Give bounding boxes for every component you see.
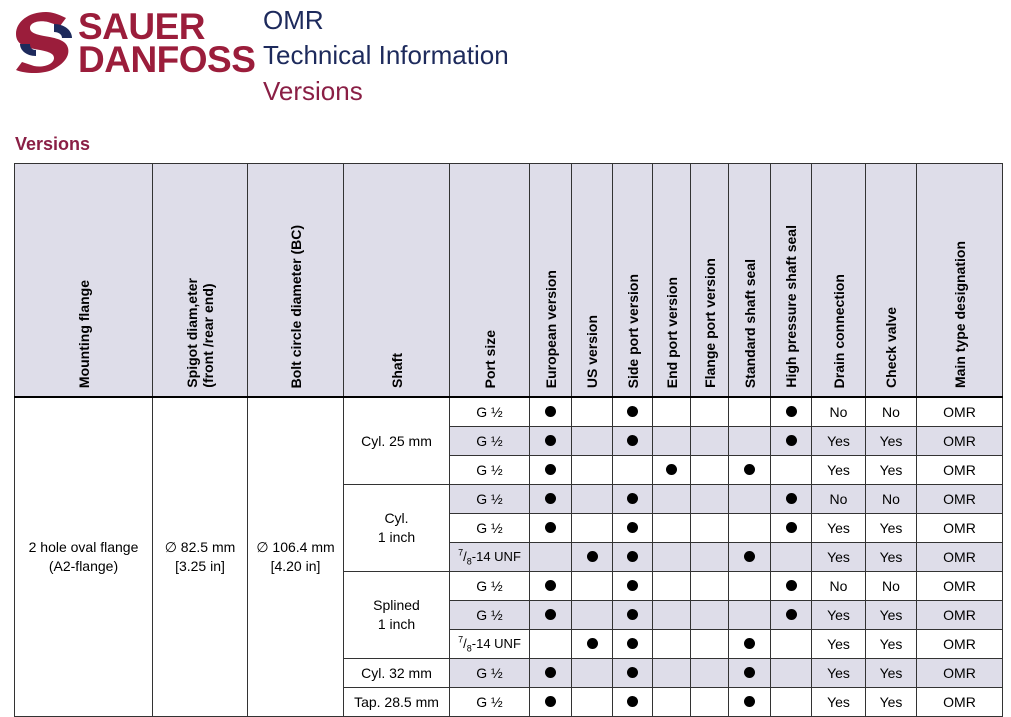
- check-valve-cell: Yes: [866, 659, 917, 688]
- bullet-icon: [744, 551, 755, 562]
- drain-cell: Yes: [812, 659, 866, 688]
- flange-port-cell: [691, 456, 729, 485]
- bullet-icon: [627, 580, 638, 591]
- bullet-icon: [627, 435, 638, 446]
- flange-port-cell: [691, 427, 729, 456]
- standard-seal-cell: [729, 601, 771, 630]
- standard-seal-cell: [729, 659, 771, 688]
- end-port-cell: [653, 485, 691, 514]
- col-header-label: European version: [542, 269, 559, 388]
- drain-cell: Yes: [812, 601, 866, 630]
- type-designation-cell: OMR: [917, 514, 1003, 543]
- type-designation-cell: OMR: [917, 688, 1003, 717]
- european-cell: [530, 397, 572, 427]
- drain-cell: Yes: [812, 514, 866, 543]
- type-designation-cell: OMR: [917, 659, 1003, 688]
- end-port-cell: [653, 572, 691, 601]
- check-valve-cell: Yes: [866, 456, 917, 485]
- bullet-icon: [786, 609, 797, 620]
- check-valve-cell: Yes: [866, 688, 917, 717]
- product-title: OMR: [263, 5, 324, 35]
- us-cell: [572, 601, 613, 630]
- bullet-icon: [545, 464, 556, 475]
- table-header-row: [15, 164, 1003, 398]
- col-header-shaft: [344, 164, 450, 398]
- high-pressure-seal-cell: [771, 630, 812, 659]
- check-valve-cell: Yes: [866, 514, 917, 543]
- port-size-cell: $^7/_8-14$ UNF: [450, 630, 530, 659]
- european-cell: [530, 572, 572, 601]
- type-designation-cell: OMR: [917, 456, 1003, 485]
- bullet-icon: [545, 493, 556, 504]
- check-valve-cell: No: [866, 485, 917, 514]
- standard-seal-cell: [729, 427, 771, 456]
- us-cell: [572, 659, 613, 688]
- port-size-cell: G ½: [450, 659, 530, 688]
- table-row: [15, 397, 1003, 427]
- col-header-label: Bolt circle diameter (BC): [287, 224, 304, 388]
- col-header-check-valve: [866, 164, 917, 398]
- col-header-flange-port-version: [691, 164, 729, 398]
- bullet-icon: [545, 609, 556, 620]
- bullet-icon: [545, 522, 556, 533]
- standard-seal-cell: [729, 688, 771, 717]
- standard-seal-cell: [729, 514, 771, 543]
- type-designation-cell: OMR: [917, 427, 1003, 456]
- bullet-icon: [545, 667, 556, 678]
- col-header-label: Main type designation: [951, 240, 968, 388]
- col-header-standard-shaft-seal: [729, 164, 771, 398]
- side-port-cell: [613, 427, 653, 456]
- type-designation-cell: OMR: [917, 630, 1003, 659]
- section-title: Versions: [15, 134, 91, 154]
- col-header-label: Spigot diam,eter (front /rear end): [184, 278, 216, 388]
- standard-seal-cell: [729, 397, 771, 427]
- col-header-port-size: [450, 164, 530, 398]
- col-header-european-version: [530, 164, 572, 398]
- drain-cell: Yes: [812, 427, 866, 456]
- bullet-icon: [786, 435, 797, 446]
- col-header-label: US version: [584, 314, 600, 388]
- versions-table: [14, 163, 1003, 717]
- standard-seal-cell: [729, 456, 771, 485]
- bullet-icon: [786, 522, 797, 533]
- end-port-cell: [653, 456, 691, 485]
- drain-cell: No: [812, 572, 866, 601]
- drain-cell: Yes: [812, 543, 866, 572]
- us-cell: [572, 572, 613, 601]
- side-port-cell: [613, 543, 653, 572]
- european-cell: [530, 688, 572, 717]
- flange-port-cell: [691, 485, 729, 514]
- standard-seal-cell: [729, 630, 771, 659]
- bullet-icon: [666, 464, 677, 475]
- bullet-icon: [545, 696, 556, 707]
- col-header-label: Port size: [481, 329, 498, 388]
- side-port-cell: [613, 659, 653, 688]
- col-header-drain-connection: [812, 164, 866, 398]
- port-size-cell: G ½: [450, 456, 530, 485]
- end-port-cell: [653, 397, 691, 427]
- side-port-cell: [613, 397, 653, 427]
- european-cell: [530, 456, 572, 485]
- end-port-cell: [653, 543, 691, 572]
- flange-port-cell: [691, 688, 729, 717]
- bullet-icon: [786, 406, 797, 417]
- side-port-cell: [613, 456, 653, 485]
- bullet-icon: [627, 667, 638, 678]
- standard-seal-cell: [729, 485, 771, 514]
- flange-port-cell: [691, 659, 729, 688]
- table-body: [15, 397, 1003, 717]
- type-designation-cell: OMR: [917, 397, 1003, 427]
- col-header-mounting-flange: [15, 164, 153, 398]
- mounting-flange-cell: 2 hole oval flange (A2-flange): [15, 397, 153, 717]
- bullet-icon: [744, 464, 755, 475]
- high-pressure-seal-cell: [771, 456, 812, 485]
- us-cell: [572, 543, 613, 572]
- bullet-icon: [545, 406, 556, 417]
- bullet-icon: [545, 435, 556, 446]
- col-header-bolt-circle-diameter: [248, 164, 344, 398]
- check-valve-cell: Yes: [866, 543, 917, 572]
- standard-seal-cell: [729, 572, 771, 601]
- high-pressure-seal-cell: [771, 659, 812, 688]
- port-size-cell: G ½: [450, 688, 530, 717]
- col-header-spigot-diameter: [153, 164, 248, 398]
- european-cell: [530, 427, 572, 456]
- high-pressure-seal-cell: [771, 572, 812, 601]
- check-valve-cell: No: [866, 572, 917, 601]
- col-header-label: End port version: [663, 276, 680, 388]
- check-valve-cell: Yes: [866, 630, 917, 659]
- high-pressure-seal-cell: [771, 543, 812, 572]
- port-size-cell: G ½: [450, 397, 530, 427]
- col-header-end-port-version: [653, 164, 691, 398]
- european-cell: [530, 659, 572, 688]
- check-valve-cell: Yes: [866, 427, 917, 456]
- col-header-label: High pressure shaft seal: [783, 225, 799, 388]
- bullet-icon: [627, 522, 638, 533]
- us-cell: [572, 397, 613, 427]
- type-designation-cell: OMR: [917, 601, 1003, 630]
- flange-port-cell: [691, 514, 729, 543]
- us-cell: [572, 630, 613, 659]
- col-header-main-type-designation: [917, 164, 1003, 398]
- bullet-icon: [627, 696, 638, 707]
- european-cell: [530, 514, 572, 543]
- col-header-label: Shaft: [388, 353, 405, 388]
- side-port-cell: [613, 688, 653, 717]
- shaft-cell: Splined 1 inch: [344, 572, 450, 659]
- port-size-cell: G ½: [450, 601, 530, 630]
- doc-section: Versions: [263, 76, 363, 106]
- end-port-cell: [653, 601, 691, 630]
- drain-cell: Yes: [812, 630, 866, 659]
- col-header-side-port-version: [613, 164, 653, 398]
- bullet-icon: [744, 667, 755, 678]
- brand-line-1: SAUER: [78, 6, 206, 47]
- end-port-cell: [653, 427, 691, 456]
- check-valve-cell: No: [866, 397, 917, 427]
- flange-port-cell: [691, 601, 729, 630]
- port-size-cell: $^7/_8-14$ UNF: [450, 543, 530, 572]
- col-header-us-version: [572, 164, 613, 398]
- port-size-cell: G ½: [450, 427, 530, 456]
- side-port-cell: [613, 485, 653, 514]
- bullet-icon: [786, 493, 797, 504]
- check-valve-cell: Yes: [866, 601, 917, 630]
- shaft-cell: Cyl. 25 mm: [344, 397, 450, 485]
- bullet-icon: [587, 551, 598, 562]
- drain-cell: Yes: [812, 456, 866, 485]
- bullet-icon: [627, 406, 638, 417]
- bullet-icon: [627, 551, 638, 562]
- bullet-icon: [744, 696, 755, 707]
- bullet-icon: [627, 638, 638, 649]
- col-header-label: Side port version: [624, 273, 641, 388]
- drain-cell: Yes: [812, 688, 866, 717]
- end-port-cell: [653, 630, 691, 659]
- bullet-icon: [786, 580, 797, 591]
- bullet-icon: [545, 580, 556, 591]
- side-port-cell: [613, 572, 653, 601]
- drain-cell: No: [812, 485, 866, 514]
- col-header-label: Check valve: [883, 307, 899, 388]
- european-cell: [530, 630, 572, 659]
- shaft-cell: Cyl. 1 inch: [344, 485, 450, 572]
- end-port-cell: [653, 659, 691, 688]
- port-size-cell: G ½: [450, 514, 530, 543]
- high-pressure-seal-cell: [771, 601, 812, 630]
- type-designation-cell: OMR: [917, 572, 1003, 601]
- col-header-high-pressure-shaft-seal: [771, 164, 812, 398]
- high-pressure-seal-cell: [771, 514, 812, 543]
- european-cell: [530, 543, 572, 572]
- bullet-icon: [744, 638, 755, 649]
- side-port-cell: [613, 514, 653, 543]
- european-cell: [530, 601, 572, 630]
- col-header-label: Mounting flange: [75, 279, 92, 388]
- flange-port-cell: [691, 572, 729, 601]
- port-size-cell: G ½: [450, 485, 530, 514]
- flange-port-cell: [691, 630, 729, 659]
- european-cell: [530, 485, 572, 514]
- brand-line-2: DANFOSS: [78, 39, 256, 80]
- drain-cell: No: [812, 397, 866, 427]
- flange-port-cell: [691, 397, 729, 427]
- bullet-icon: [627, 609, 638, 620]
- shaft-cell: Cyl. 32 mm: [344, 659, 450, 688]
- shaft-cell: Tap. 28.5 mm: [344, 688, 450, 717]
- end-port-cell: [653, 514, 691, 543]
- doc-subtitle: Technical Information: [263, 40, 509, 70]
- high-pressure-seal-cell: [771, 397, 812, 427]
- side-port-cell: [613, 630, 653, 659]
- bullet-icon: [627, 493, 638, 504]
- high-pressure-seal-cell: [771, 427, 812, 456]
- us-cell: [572, 456, 613, 485]
- type-designation-cell: OMR: [917, 485, 1003, 514]
- spigot-cell: ∅ 82.5 mm [3.25 in]: [153, 397, 248, 717]
- bullet-icon: [587, 638, 598, 649]
- port-size-cell: G ½: [450, 572, 530, 601]
- flange-port-cell: [691, 543, 729, 572]
- standard-seal-cell: [729, 543, 771, 572]
- high-pressure-seal-cell: [771, 485, 812, 514]
- type-designation-cell: OMR: [917, 543, 1003, 572]
- col-header-label: Flange port version: [701, 258, 718, 388]
- side-port-cell: [613, 601, 653, 630]
- us-cell: [572, 427, 613, 456]
- bolt-circle-cell: ∅ 106.4 mm [4.20 in]: [248, 397, 344, 717]
- us-cell: [572, 485, 613, 514]
- col-header-label: Standard shaft seal: [741, 258, 758, 388]
- col-header-label: Drain connection: [830, 273, 847, 388]
- end-port-cell: [653, 688, 691, 717]
- us-cell: [572, 514, 613, 543]
- high-pressure-seal-cell: [771, 688, 812, 717]
- us-cell: [572, 688, 613, 717]
